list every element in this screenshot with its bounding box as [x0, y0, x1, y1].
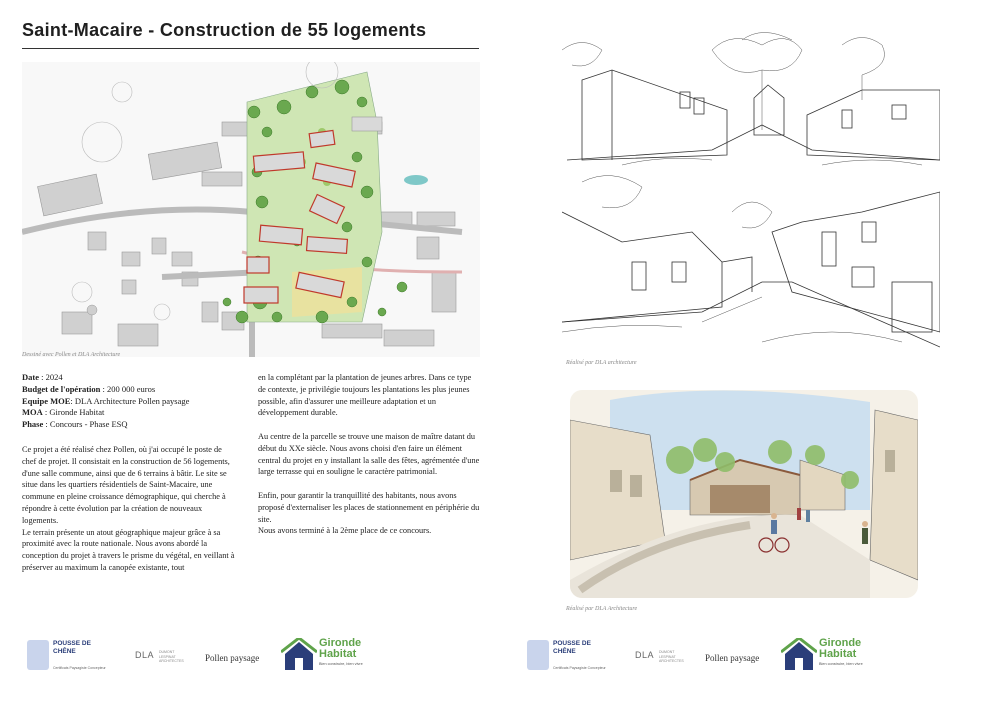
meta-budget: Budget de l'opération : 200 000 euros: [22, 383, 156, 394]
house-icon: [281, 638, 317, 672]
partner-logos-left: [27, 636, 407, 676]
render-caption: Réalisé par DLA Architecture: [566, 606, 638, 612]
dla-logo-subtitle: DUMONT LESPINAT ARCHITECTES: [159, 650, 184, 663]
title-divider: [22, 48, 479, 49]
paragraph: Nous avons terminé à la 2ème place de ce concours.: [258, 526, 432, 536]
text-column-2: [258, 372, 480, 537]
pollen-logo: Pollen paysage: [705, 653, 760, 663]
gironde-habitat-logo: Gironde Habitat Bien construire, bien vivre: [281, 636, 381, 676]
leaf-icon: [27, 640, 49, 670]
dla-logo: DLA: [635, 650, 655, 660]
dla-logo-subtitle: DUMONT LESPINAT ARCHITECTES: [659, 650, 684, 663]
meta-phase: Phase : Concours - Phase ESQ: [22, 419, 128, 430]
paragraph: Ce projet a été réalisé chez Pollen, où j'ai occupé le poste de chef de projet. Il consistait en la construction de 56 logements, d'une salle commune, ainsi que de 6 terrains à bâtir. Le site se situe dans les quartiers résidentiels de Saint-Macaire, une commune en pleine croissance démographique, qui cherche à répondre à cette évolution par la création de nouveaux logements.: [22, 445, 230, 525]
sketches-caption: Réalisé par DLA architecture: [566, 360, 637, 366]
gironde-habitat-logo: Gironde Habitat Bien construire, bien vivre: [781, 636, 881, 676]
meta-moa: MOA : Gironde Habitat: [22, 407, 105, 418]
paragraph: en la complétant par la plantation de jeunes arbres. Dans ce type de contexte, je privilégie toujours les plantations les plus jeunes possible, afin d'assurer une meilleure adaptation et un développement durable.: [258, 373, 472, 418]
text-column-1: [22, 444, 236, 574]
watercolour-render: [570, 390, 918, 598]
street-sketch-2: [562, 172, 940, 352]
paragraph: Enfin, pour garantir la tranquillité des habitants, nous avons proposé d'externaliser les places de stationnement en périphérie du site.: [258, 490, 480, 524]
plan-caption: Dessiné avec Pollen et DLA Architecture: [22, 352, 121, 358]
pousse-de-chene-logo: POUSSE DE CHÊNE Certificats Paysagiste Concepteur: [527, 636, 607, 676]
site-plan: [22, 62, 480, 357]
meta-equipe: Equipe MOE: DLA Architecture Pollen paysage: [22, 395, 190, 406]
dla-logo: DLA: [135, 650, 155, 660]
render-drawing: [570, 390, 918, 598]
meta-date: Date : 2024: [22, 372, 63, 382]
sketch-drawing: [562, 30, 940, 170]
paragraph: Le terrain présente un atout géographique majeur grâce à sa proximité avec la route nationale. Nous avons abordé la conception du projet à travers le prisme du végétal, en veillant à préserver au maximum la canopée existante, tout: [22, 527, 235, 572]
pousse-de-chene-logo: POUSSE DE CHÊNE Certificats Paysagiste Concepteur: [27, 636, 107, 676]
house-icon: [781, 638, 817, 672]
paragraph: Au centre de la parcelle se trouve une maison de maître datant du début du XXe siècle. Nous avons choisi d'en faire un élément central du projet en y installant la salle des fêtes, agrémentée d'une large terrasse qui en souligne le caractère patrimonial.: [258, 431, 480, 477]
site-plan-drawing: [22, 62, 480, 357]
street-sketch-1: [562, 30, 940, 170]
sketch-drawing: [562, 172, 940, 352]
project-meta: [22, 372, 242, 431]
page-title: Saint-Macaire - Construction de 55 logements: [22, 20, 427, 40]
leaf-icon: [527, 640, 549, 670]
pollen-logo: Pollen paysage: [205, 653, 260, 663]
partner-logos-right: [527, 636, 907, 676]
